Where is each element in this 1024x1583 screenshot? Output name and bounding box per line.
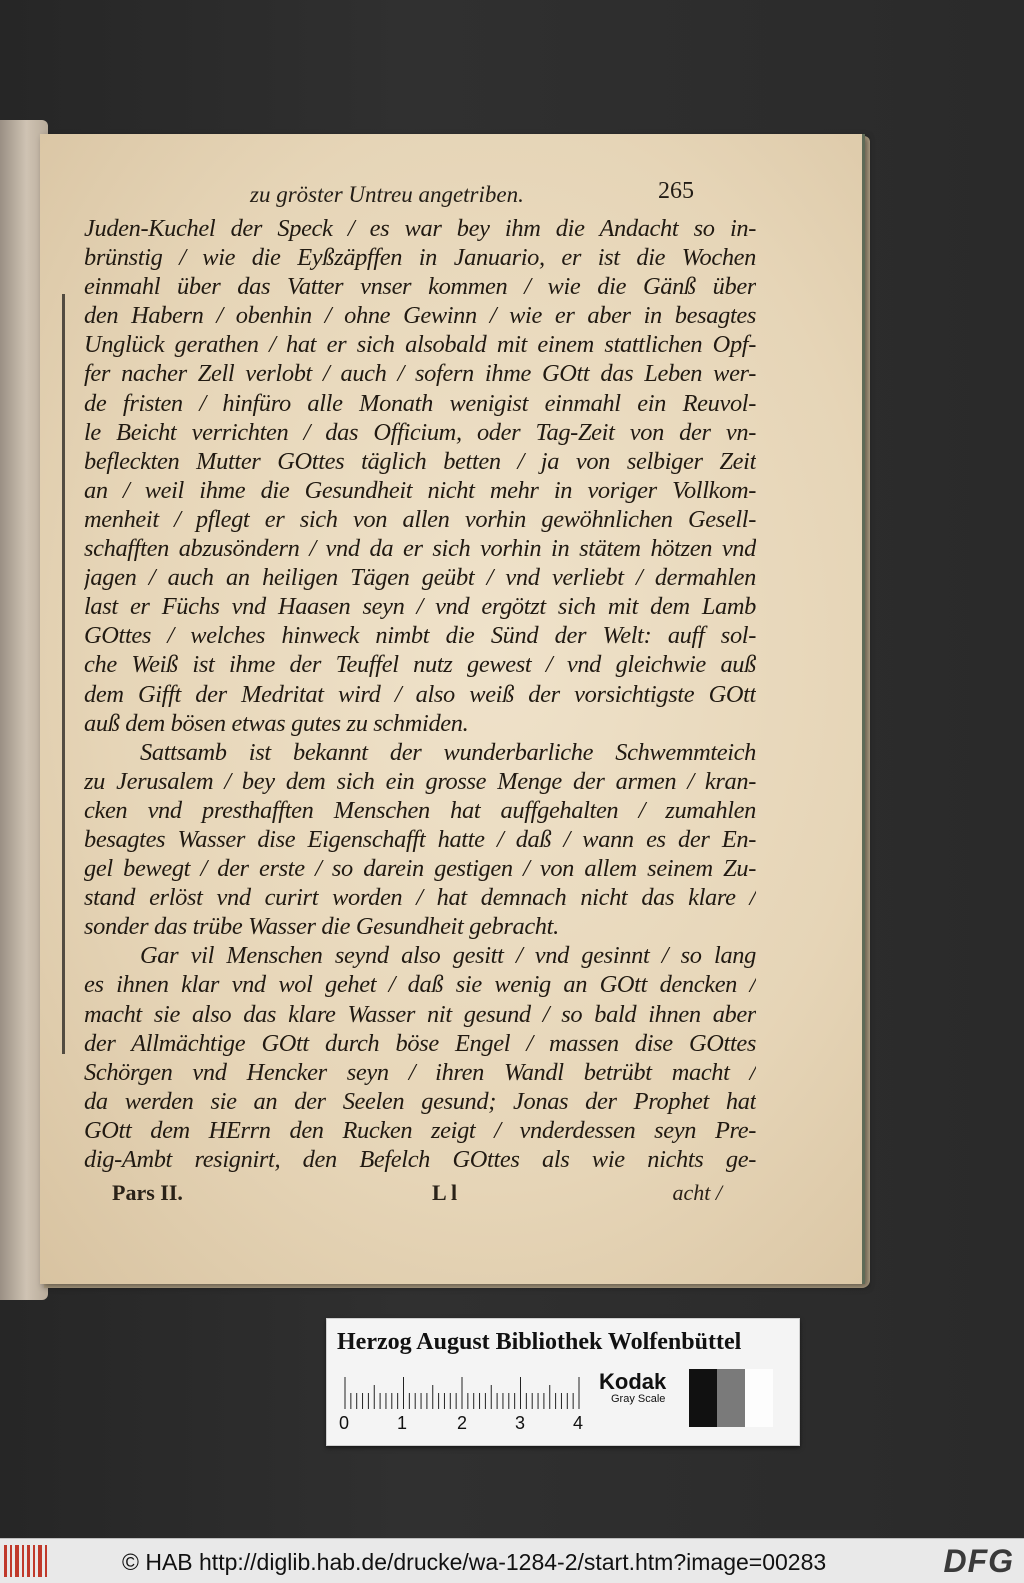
- gutter-shadow: [62, 294, 65, 1054]
- text-line: Sattsamb ist bekannt der wunderbarliche Schwemmteich: [140, 738, 756, 766]
- text-line: gel bewegt / der erste / so darein gestigen / von allem seinem Zu-: [84, 855, 756, 883]
- gray-patch: [717, 1369, 745, 1427]
- ruler-number: 2: [457, 1413, 468, 1433]
- text-line: jagen / auch an heiligen Tägen geübt / vnd verliebt / dermahlen: [84, 564, 756, 592]
- footer-bar: [0, 1538, 1024, 1583]
- text-line: zu Jerusalem / bey dem sich ein grosse Menge der armen / kran-: [84, 767, 756, 795]
- ruler-numbers: [335, 1413, 585, 1435]
- text-line: de fristen / hinfüro alle Monath wenigist einmahl ein Reuvol-: [84, 389, 756, 417]
- body-text: [84, 214, 756, 1174]
- text-line: den Habern / obenhin / ohne Gewinn / wie er aber in besagtes: [84, 302, 756, 330]
- text-line: cken vnd presthafften Menschen hat auffgehalten / zumahlen: [84, 796, 756, 824]
- volume-signature: Pars II.: [112, 1180, 183, 1205]
- text-line: sonder das trübe Wasser die Gesundheit gebracht.: [84, 913, 559, 941]
- text-line: last er Füchs vnd Haasen seyn / vnd ergötzt sich mit dem Lamb: [84, 593, 756, 621]
- scale-ruler: [341, 1377, 581, 1409]
- catchword: acht /: [672, 1180, 722, 1205]
- library-name: Herzog August Bibliothek Wolfenbüttel: [337, 1329, 742, 1355]
- text-line: Unglück gerathen / hat er sich alsobald mit einem stattlichen Opf-: [84, 331, 756, 359]
- text-line: da werden sie an der Seelen gesund; Jonas der Prophet hat: [84, 1087, 756, 1115]
- text-line: le Beicht verrichten / das Officium, oder Tag-Zeit von der vn-: [84, 418, 756, 446]
- dfg-logo: DFG: [943, 1543, 1014, 1579]
- text-line: brünstig / wie die Eyßzäpffen in Januario, er ist die Wochen: [84, 244, 756, 272]
- barcode-icon: [4, 1545, 48, 1577]
- text-line: stand erlöst vnd curirt worden / hat demnach nicht das klare /: [84, 884, 756, 912]
- ruler-number: 0: [339, 1413, 350, 1433]
- kodak-label: [599, 1371, 666, 1405]
- gray-patch: [745, 1369, 773, 1427]
- color-target-card: [326, 1318, 800, 1446]
- book-page: [40, 134, 865, 1284]
- text-line: Gar vil Menschen seynd also gesitt / vnd gesinnt / so lang: [140, 942, 756, 970]
- text-line: Juden-Kuchel der Speck / es war bey ihm die Andacht so in-: [84, 215, 756, 242]
- text-line: auß dem bösen etwas gutes zu schmiden.: [84, 709, 469, 737]
- text-line: dem Gifft der Medritat wird / also weiß der vorsichtigste GOtt: [84, 680, 756, 708]
- text-line: befleckten Mutter GOttes täglich betten / ja von selbiger Zeit: [84, 447, 756, 475]
- text-line: che Weiß ist ihme der Teuffel nutz gewest / vnd gleichwie auß: [84, 651, 756, 679]
- kodak-brand: Kodak: [599, 1369, 667, 1394]
- ruler-number: 4: [573, 1413, 584, 1433]
- ruler-number: 3: [515, 1413, 526, 1433]
- text-line: macht sie also das klare Wasser nit gesund / so bald ihnen aber: [84, 1000, 756, 1028]
- signature-line: [112, 1180, 722, 1210]
- text-line: einmahl über das Vatter vnser kommen / wie die Gänß über: [84, 273, 756, 301]
- gathering-mark: L l: [432, 1180, 458, 1205]
- text-line: GOtt dem HErrn den Rucken zeigt / vnderdessen seyn Pre-: [84, 1116, 756, 1144]
- text-line: es ihnen klar vnd wol gehet / daß sie wenig an GOtt dencken /: [84, 971, 756, 999]
- page-number: 265: [658, 178, 694, 204]
- text-line: menheit / pflegt er sich von allen vorhin gewöhnlichen Gesell-: [84, 505, 756, 533]
- text-line: der Allmächtige GOtt durch böse Engel / massen dise GOttes: [84, 1029, 756, 1057]
- gray-scale-patches: [689, 1369, 773, 1427]
- text-line: Schörgen vnd Hencker seyn / ihren Wandl betrübt macht /: [84, 1058, 756, 1086]
- text-line: GOttes / welches hinweck nimbt die Sünd der Welt: auff sol-: [84, 622, 756, 650]
- gray-patch: [689, 1369, 717, 1427]
- text-line: an / weil ihme die Gesundheit nicht mehr in voriger Vollkom-: [84, 476, 756, 504]
- text-line: dig-Ambt resignirt, den Befelch GOttes als wie nichts ge-: [84, 1146, 756, 1173]
- text-line: fer nacher Zell verlobt / auch / sofern ihme GOtt das Leben wer-: [84, 360, 756, 388]
- ruler-number: 1: [397, 1413, 408, 1433]
- source-citation: © HAB http://diglib.hab.de/drucke/wa-1284-2/start.htm?image=00283: [122, 1549, 827, 1575]
- text-line: besagtes Wasser dise Eigenschafft hatte / daß / wann es der En-: [84, 825, 756, 853]
- text-line: schafften abzusöndern / vnd da er sich vorhin in stätem hötzen vnd: [84, 535, 756, 563]
- running-head: zu gröster Untreu angetriben.: [250, 182, 524, 207]
- gray-scale-label: Gray Scale: [611, 1393, 666, 1405]
